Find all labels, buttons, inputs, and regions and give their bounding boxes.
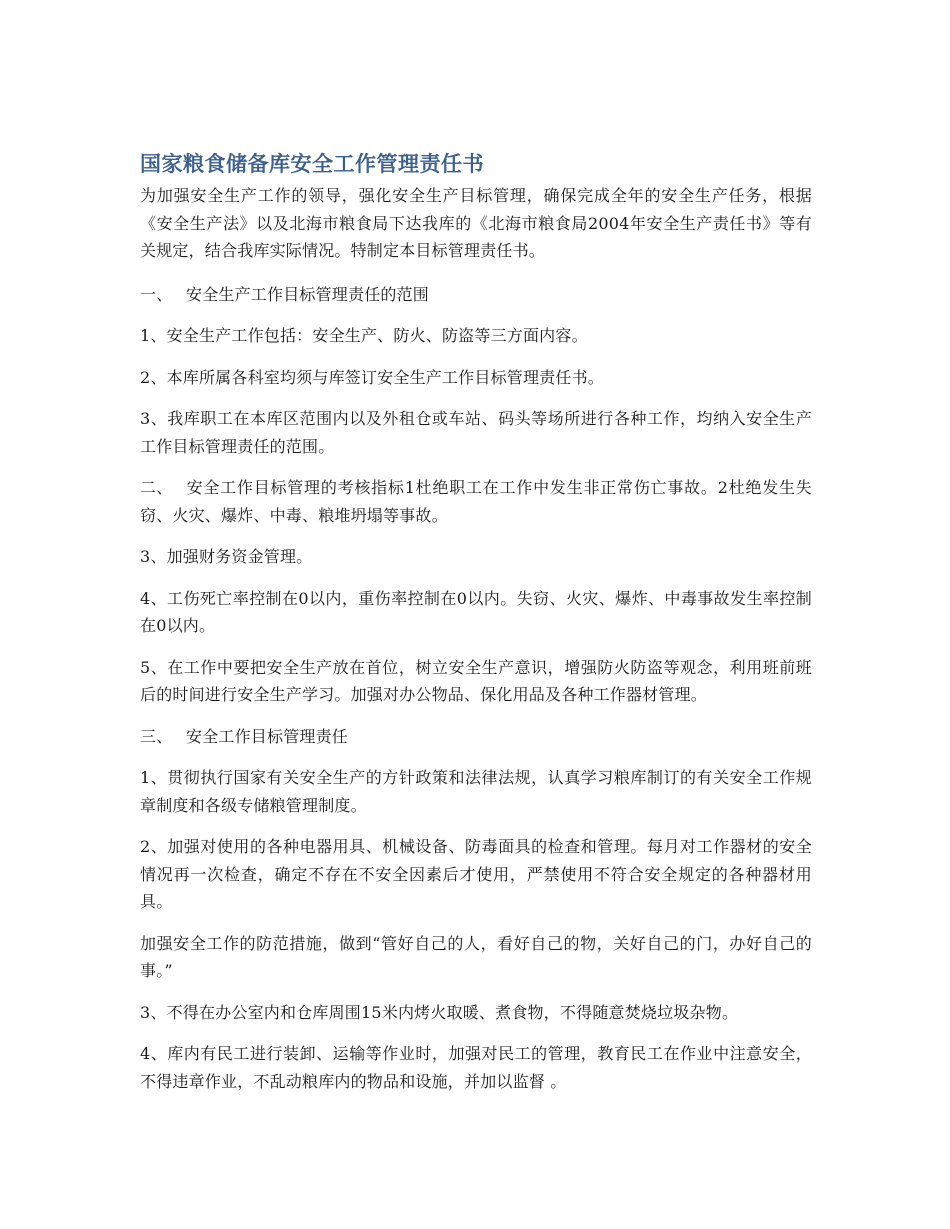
section-1-number: 一、 — [140, 284, 173, 304]
paragraph-3-2: 2、加强对使用的各种电器用具、机械设备、防毒面具的检查和管理。每月对工作器材的安全情况再一次检查，确定不存在不安全因素后才使用，严禁使用不符合安全规定的各种器材用具。 — [140, 837, 812, 911]
paragraph-2-5: 5、在工作中要把安全生产放在首位，树立安全生产意识，增强防火防盗等观念，利用班前班后的时间进行安全生产学习。加强对办公物品、保化用品及各种工作器材管理。 — [140, 657, 812, 704]
section-1-title: 安全生产工作目标管理责任的范围 — [186, 284, 430, 304]
document-title: 国家粮食储备库安全工作管理责任书 — [140, 152, 484, 176]
paragraph-1-2: 2、本库所属各科室均须与库签订安全生产工作目标管理责任书。 — [140, 367, 604, 387]
document-page — [140, 148, 812, 1109]
section-2-number: 二、 — [140, 478, 173, 497]
section-1-heading — [140, 281, 812, 309]
paragraph-3-1: 1、贯彻执行国家有关安全生产的方针政策和法律法规，认真学习粮库制订的有关安全工作规章制度和各级专储粮管理制度。 — [140, 768, 812, 815]
section-2-heading — [140, 474, 812, 529]
paragraph-3-4: 4、库内有民工进行装卸、运输等作业时，加强对民工的管理，教育民工在作业中注意安全，不得违章作业，不乱动粮库内的物品和设施，并加以监督 。 — [140, 1044, 812, 1091]
paragraph-3-3: 3、不得在办公室内和仓库周围15米内烤火取暖、煮食物，不得随意焚烧垃圾杂物。 — [140, 1002, 739, 1022]
section-2-title: 安全工作目标管理的考核指标1杜绝职工在工作中发生非正常伤亡事故。2杜绝发生失窃、火灾、爆炸、中毒、粮堆坍塌等事故。 — [140, 478, 812, 525]
section-3-number: 三、 — [140, 726, 173, 746]
paragraph-2-4: 4、工伤死亡率控制在0以内，重伤率控制在0以内。失窃、火灾、爆炸、中毒事故发生率控制在0以内。 — [140, 588, 812, 635]
intro-paragraph: 为加强安全生产工作的领导，强化安全生产目标管理，确保完成全年的安全生产任务，根据《安全生产法》以及北海市粮食局下达我库的《北海市粮食局2004年安全生产责任书》等有关规定，结合我库实际情况。特制定本目标管理责任书。 — [140, 186, 812, 260]
section-3-heading — [140, 723, 812, 751]
paragraph-2-3: 3、加强财务资金管理。 — [140, 547, 313, 566]
paragraph-1-3: 3、我库职工在本库区范围内以及外租仓或车站、码头等场所进行各种工作，均纳入安全生产工作目标管理责任的范围。 — [140, 409, 812, 456]
paragraph-1-1: 1、安全生产工作包括：安全生产、防火、防盗等三方面内容。 — [140, 326, 588, 345]
section-3-title: 安全工作目标管理责任 — [186, 726, 349, 746]
paragraph-3-2b: 加强安全工作的防范措施，做到“管好自己的人，看好自己的物，关好自己的门，办好自己的事。” — [140, 933, 812, 980]
